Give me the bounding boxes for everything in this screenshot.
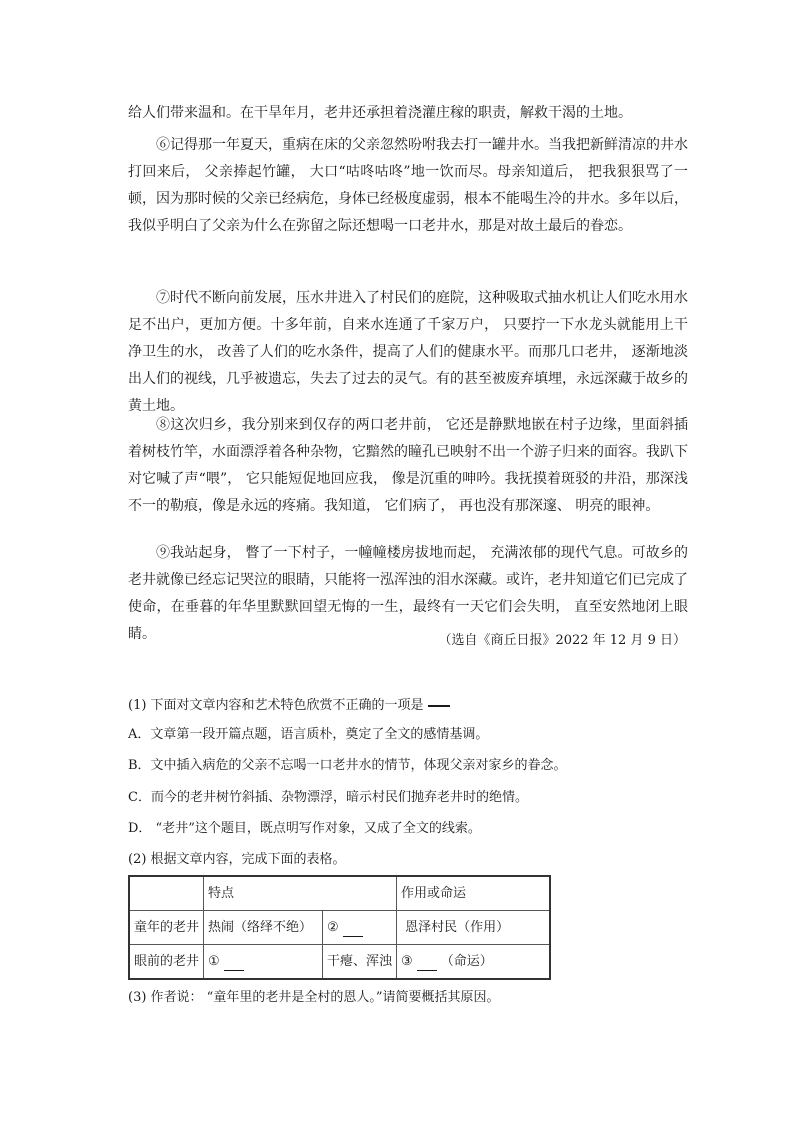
question-3-stem: (3) 作者说： “童年里的老井是全村的恩人。”请简要概括其原因。	[128, 990, 500, 1005]
answer-table	[128, 875, 551, 980]
article-paragraph-9: ⑨我站起身， 瞥了一下村子，一幢幢楼房拔地而起， 充满浓郁的现代气息。可故乡的老井就像已经忘记哭泣的眼睛，只能将一泓浑浊的泪水深藏。或许，老井知道它们已完成了使命，在垂暮的年华里默默回望无悔的一生，最终有一天它们会失明， 直至安然地闭上眼睛。	[128, 545, 688, 642]
fill-line[interactable]	[224, 958, 244, 971]
fill-line[interactable]	[417, 958, 437, 971]
table-header-feature: 特点	[204, 876, 397, 911]
table-cell-blank[interactable]	[323, 911, 397, 945]
table-row-label: 童年的老井	[129, 911, 204, 945]
article-paragraph-6: ⑥记得那一年夏天，重病在床的父亲忽然吩咐我去打一罐井水。当我把新鲜清凉的井水打回来后， 父亲捧起竹罐， 大口“咕咚咕咚”地一饮而尽。母亲知道后， 把我狠狠骂了一顿，因为那时候的父亲已经病危，身体已经极度虚弱，根本不能喝生冷的井水。多年以后，我似乎明白了父亲为什么在弥留之际还想喝一口老井水，那是对故土最后的眷恋。	[128, 137, 688, 234]
article-paragraph-7: ⑦时代不断向前发展，压水井进入了村民们的庭院，这种吸取式抽水机让人们吃水用水足不出户，更加方便。十多年前，自来水连通了千家万户， 只要拧一下水龙头就能用上干净卫生的水， 改善了人们的吃水条件，提高了人们的健康水平。而那几口老井， 逐渐地淡出人们的视线，几乎被遗忘，失去了过去的灵气。有的甚至被废弃填埋，永远深藏于故乡的黄土地。	[128, 290, 688, 414]
role-suffix: （命运）	[440, 953, 493, 969]
question-1-text: (1) 下面对文章内容和艺术特色欣赏不正确的一项是	[128, 698, 424, 713]
table-row-label: 眼前的老井	[129, 945, 204, 980]
table-row	[129, 945, 550, 980]
role-text: 恩泽村民（作用）	[405, 919, 510, 935]
table-cell-empty	[129, 876, 204, 911]
question-1-option-d: D． “老井”这个题目，既点明写作对象，又成了全文的线索。	[128, 821, 481, 836]
table-cell-blank[interactable]	[204, 945, 323, 980]
question-1-option-b: B．文中插入病危的父亲不忘喝一口老井水的情节，体现父亲对家乡的眷念。	[128, 758, 567, 773]
table-cell-blank[interactable]	[397, 945, 551, 980]
blank-number: ①	[208, 953, 220, 969]
article-paragraph-5-end: 给人们带来温和。在干旱年月，老井还承担着浇灌庄稼的职责，解救干渴的土地。	[128, 105, 632, 121]
question-2-stem: (2) 根据文章内容，完成下面的表格。	[128, 852, 346, 867]
table-cell	[397, 911, 551, 945]
table-row	[129, 911, 550, 945]
table-cell: 热闹（络绎不绝）	[204, 911, 323, 945]
answer-blank[interactable]	[428, 705, 450, 707]
article-source: （选自《商丘日报》2022 年 12 月 9 日）	[438, 633, 686, 648]
article-paragraph-8: ⑧这次归乡，我分别来到仅存的两口老井前， 它还是静默地嵌在村子边缘，里面斜插着树枝竹竿，水面漂浮着各种杂物，它黯然的瞳孔已映射不出一个游子归来的面容。我趴下对它喊了声“喂”， 它只能短促地回应我， 像是沉重的呻吟。我抚摸着斑驳的井沿，那深浅不一的勒痕，像是永远的疼痛。我知道， 它们病了， 再也没有那深邃、 明亮的眼神。	[128, 417, 688, 514]
table-cell: 干瘪、浑浊	[323, 945, 397, 980]
fill-line[interactable]	[343, 924, 363, 937]
table-row	[129, 876, 550, 911]
table-header-role: 作用或命运	[397, 876, 551, 911]
question-1-option-c: C．而今的老井树竹斜插、杂物漂浮，暗示村民们抛弃老井时的绝情。	[128, 790, 528, 805]
blank-number: ③	[401, 953, 413, 969]
question-1-stem	[128, 695, 708, 717]
blank-number: ②	[327, 919, 339, 935]
question-1-option-a: A．文章第一段开篇点题，语言质朴，奠定了全文的感情基调。	[128, 727, 489, 742]
